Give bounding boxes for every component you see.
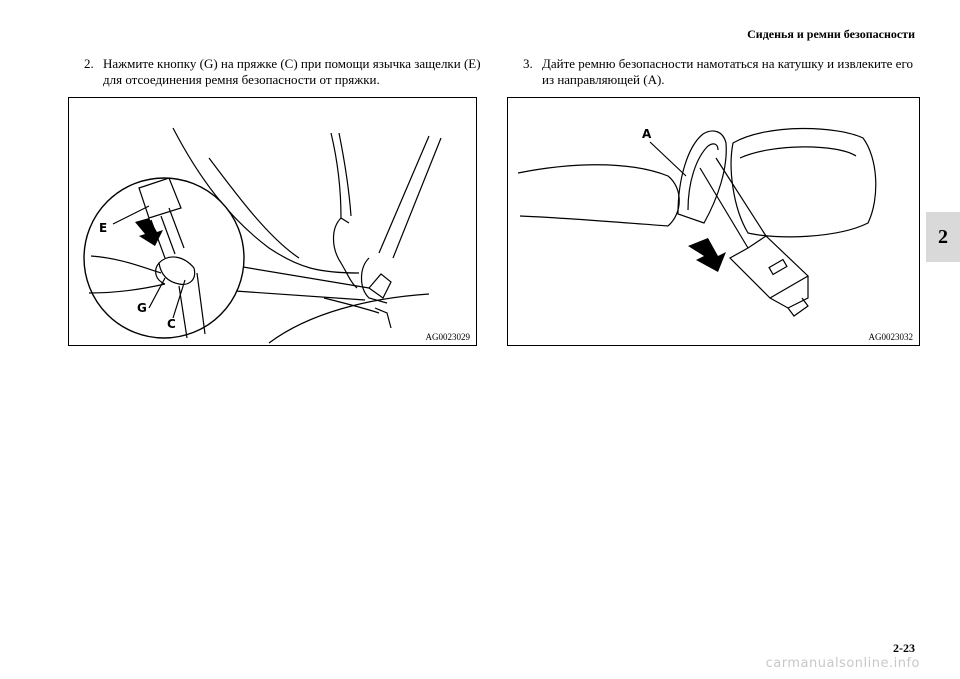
section-title: Сиденья и ремни безопасности <box>747 27 915 41</box>
step-number: 2. <box>84 56 94 71</box>
step-text: Дайте ремню безопасности намотаться на катушку и извлеките его из направляющей (A). <box>542 56 913 87</box>
unbuckle-illustration <box>69 98 476 345</box>
figure-retract <box>507 97 920 346</box>
label-a: A <box>642 127 652 141</box>
figure-code: AG0023032 <box>868 332 913 342</box>
label-e: E <box>99 221 108 235</box>
step-number: 3. <box>523 56 533 71</box>
chapter-tab <box>926 212 960 262</box>
figure-code: AG0023029 <box>425 332 470 342</box>
page-number: 2-23 <box>893 641 915 655</box>
step-text: Нажмите кнопку (G) на пряжке (C) при помощи язычка защелки (E) для отсоединения ремня безопасности от пряжки. <box>103 56 481 87</box>
label-g: G <box>137 301 147 315</box>
step-3 <box>523 56 923 88</box>
step-2 <box>84 56 484 88</box>
watermark: carmanualsonline.info <box>765 656 920 671</box>
figure-unbuckle <box>68 97 477 346</box>
chapter-tab-number: 2 <box>938 225 948 248</box>
retract-illustration <box>508 98 919 345</box>
label-c: C <box>167 317 176 331</box>
